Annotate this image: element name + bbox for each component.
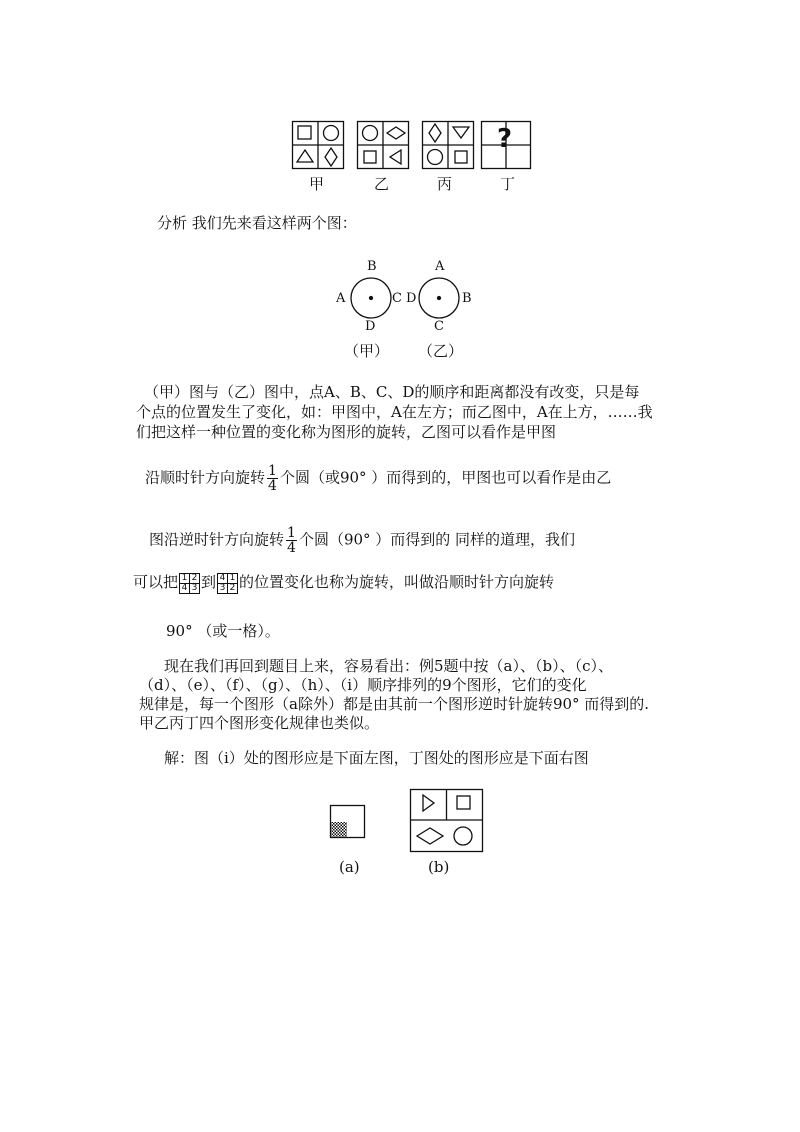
point-label-b: B xyxy=(367,259,377,274)
paragraph1-line3: 们把这样一种位置的变化称为图形的旋转，乙图可以看作是甲图 xyxy=(136,423,557,441)
point-label-d: D xyxy=(365,319,376,334)
fraction-numerator: 1 xyxy=(268,463,277,479)
figure-label-jia: 甲 xyxy=(309,175,325,193)
point-label-a: A xyxy=(336,291,346,306)
circle-shape xyxy=(428,150,443,165)
square-shape xyxy=(455,151,467,163)
diamond-shape xyxy=(417,828,443,844)
fraction-one-quarter xyxy=(286,526,297,555)
point-label-b: B xyxy=(462,291,472,306)
grid-cell: 1 xyxy=(228,573,238,583)
point-label-c: C xyxy=(392,291,402,306)
fraction-denominator: 4 xyxy=(287,540,296,556)
shaded-corner xyxy=(331,822,347,837)
figure-yi xyxy=(357,121,409,169)
paragraph2-line4: 甲乙丙丁四个图形变化规律也类似。 xyxy=(139,714,380,732)
diamond-shape xyxy=(387,127,405,139)
fraction-one-quarter xyxy=(267,464,278,493)
figure-label-bing: 丙 xyxy=(437,175,453,193)
caption-jia: （甲） xyxy=(344,342,390,360)
answer-caption-a: (a) xyxy=(339,858,360,876)
grid-cell: 1 xyxy=(180,573,190,583)
solution-line: 解：图（i）处的图形应是下面左图，丁图处的图形应是下面右图 xyxy=(164,749,589,767)
triangle-shape xyxy=(297,150,313,162)
grid-before-rotation xyxy=(179,573,200,594)
paragraph2-line2: （d）、（e）、（f）、（g）、（h）、（i）顺序排列的9个图形，它们的变化 xyxy=(139,676,587,694)
grid-cell: 3 xyxy=(190,583,200,593)
grid-text-before: 可以把 xyxy=(133,573,179,591)
paragraph1-line2: 个点的位置发生了变化，如：甲图中，A在左方；而乙图中，A在上方，……我 xyxy=(136,403,653,421)
square-shape xyxy=(364,151,376,163)
grid-rotation-line xyxy=(133,572,554,594)
clockwise-text-after: 个圆（或90° ）而得到的，甲图也可以看作是由乙 xyxy=(279,468,612,487)
circle-shape xyxy=(454,827,472,845)
answer-figure-b xyxy=(410,789,484,853)
analysis-intro: 分析 我们先来看这样两个图： xyxy=(157,214,357,232)
circle-figure-yi xyxy=(417,276,461,320)
triangle-shape xyxy=(453,127,469,138)
counterclockwise-line xyxy=(149,526,575,555)
counter-text-after: 个圆（90° ）而得到的 同样的道理，我们 xyxy=(298,530,576,549)
grid-text-middle: 到 xyxy=(201,573,217,591)
grid-cell: 4 xyxy=(180,583,190,593)
fraction-denominator: 4 xyxy=(268,478,277,494)
triangle-shape xyxy=(390,150,401,164)
counter-text-before: 图沿逆时针方向旋转 xyxy=(149,530,285,549)
circle-figure-jia xyxy=(349,276,393,320)
triangle-shape xyxy=(423,795,434,811)
square-shape xyxy=(457,796,470,809)
caption-yi: （乙） xyxy=(418,342,464,360)
grid-cell: 2 xyxy=(190,573,200,583)
clockwise-line xyxy=(145,464,611,493)
diamond-shape xyxy=(325,148,337,166)
grid-text-after: 的位置变化也称为旋转，叫做沿顺时针方向旋转 xyxy=(239,573,555,591)
answer-figure-a xyxy=(330,805,366,839)
answer-caption-b: (b) xyxy=(428,858,450,876)
circle-shape xyxy=(363,126,378,141)
ninety-degree-line: 90° （或一格）。 xyxy=(166,622,280,640)
square-shape xyxy=(298,126,311,139)
grid-cell: 4 xyxy=(218,573,228,583)
paragraph2-line3: 规律是，每一个图形（a除外）都是由其前一个图形逆时针旋转90° 而得到的. xyxy=(139,695,650,713)
figure-label-yi: 乙 xyxy=(374,175,390,193)
paragraph1-line1: （甲）图与（乙）图中，点A、B、C、D的顺序和距离都没有改变，只是每 xyxy=(144,383,640,401)
question-mark: ? xyxy=(497,124,513,154)
circle-shape xyxy=(324,126,339,141)
figure-label-ding: 丁 xyxy=(500,175,516,193)
paragraph2-line1: 现在我们再回到题目上来，容易看出：例5题中按（a）、（b）、（c）、 xyxy=(164,657,613,675)
diamond-shape xyxy=(429,124,441,142)
grid-cell: 3 xyxy=(218,583,228,593)
point-label-c: C xyxy=(434,319,444,334)
point-label-a: A xyxy=(435,259,445,274)
figure-jia xyxy=(292,121,344,169)
grid-cell: 2 xyxy=(228,583,238,593)
fraction-numerator: 1 xyxy=(287,525,296,541)
grid-after-rotation xyxy=(217,573,238,594)
figure-bing xyxy=(422,121,474,169)
point-label-d: D xyxy=(406,291,417,306)
clockwise-text-before: 沿顺时针方向旋转 xyxy=(145,468,266,487)
